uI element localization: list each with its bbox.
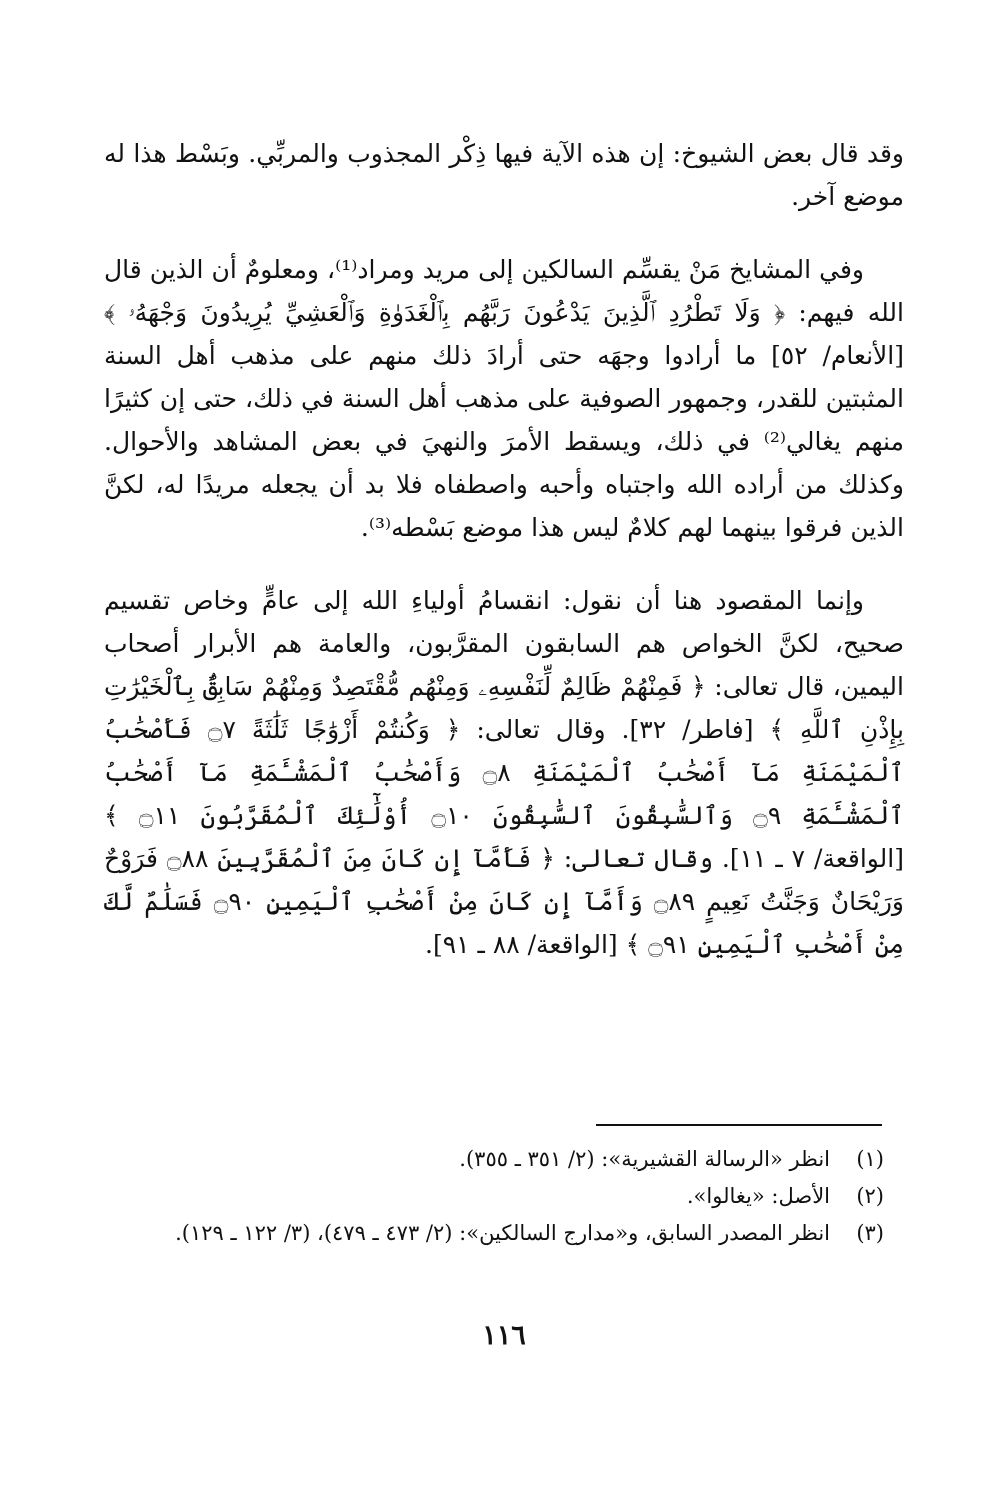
footnote-text: انظر «الرسالة القشيرية»: (٢/ ٣٥١ ـ ٣٥٥). (459, 1147, 830, 1171)
footnote-1 (104, 1142, 884, 1176)
footnotes (104, 1142, 884, 1253)
footnote-number: (١) (856, 1147, 884, 1171)
paragraph-2: وفي المشايخ مَنْ يقسِّم السالكين إلى مريد ومراد⁽¹⁾، ومعلومٌ أن الذين قال الله فيهم: ﴿ وَلَا تَطْرُدِ ٱلَّذِينَ يَدْعُونَ رَبَّهُم بِٱلْغَدَوٰةِ وَٱلْعَشِيِّ يُرِيدُونَ وَجْهَهُۥ ﴾ [الأنعام/ ٥٢] ما أرادوا وجهَه حتى أرادَ ذلك منهم على مذهب أهل السنة المثبتين للقدر، وجمهور الصوفية على مذهب أهل السنة في ذلك، حتى إن كثيرًا منهم يغالي⁽²⁾ في ذلك، ويسقط الأمرَ والنهيَ في بعض المشاهد والأحوال. وكذلك من أراده الله واجتباه وأحبه واصطفاه فلا بد أن يجعله مريدًا له، لكنَّ الذين فرقوا بينهما لهم كلامٌ ليس هذا موضع بَسْطه⁽³⁾. (104, 255, 904, 542)
paragraph-1: وقد قال بعض الشيوخ: إن هذه الآية فيها ذِكْر المجذوب والمربِّي. وبَسْط هذا له موضع آخر. (104, 139, 904, 211)
footnote-2 (104, 1179, 884, 1213)
footnote-number: (٣) (856, 1221, 884, 1245)
paragraph-3: وإنما المقصود هنا أن نقول: انقسامُ أولياءِ الله إلى عامٍّ وخاص تقسيم صحيح، لكنَّ الخواص هم السابقون المقرَّبون، والعامة هم الأبرار أصحاب اليمين، قال تعالى: ﴿ فَمِنْهُمْ ظَالِمٌ لِّنَفْسِهِۦ وَمِنْهُم مُّقْتَصِدٌ وَمِنْهُمْ سَابِقٌۢ بِٱلْخَيْرَٰتِ بِإِذْنِ ٱللَّهِ ﴾ [فاطر/ ٣٢]. وقال تعالى: ﴿ وَكُنتُمْ أَزْوَٰجًا ثَلَٰثَةً ۝٧ فَأَصْحَٰبُ ٱلْمَيْمَنَةِ مَآ أَصْحَٰبُ ٱلْمَيْمَنَةِ ۝٨ وَأَصْحَٰبُ ٱلْمَشْـَٔمَةِ مَآ أَصْحَٰبُ ٱلْمَشْـَٔمَةِ ۝٩ وَٱلسَّٰبِقُونَ ٱلسَّٰبِقُونَ ۝١٠ أُوْلَٰٓئِكَ ٱلْمُقَرَّبُونَ ۝١١ ﴾ [الواقعة/ ٧ ـ ١١]. وقال تعالى: ﴿ فَأَمَّآ إِن كَانَ مِنَ ٱلْمُقَرَّبِينَ ۝٨٨ فَرَوْحٌ وَرَيْحَانٌ وَجَنَّتُ نَعِيمٍ ۝٨٩ وَأَمَّآ إِن كَانَ مِنْ أَصْحَٰبِ ٱلْيَمِينِ ۝٩٠ فَسَلَٰمٌ لَّكَ مِنْ أَصْحَٰبِ ٱلْيَمِينِ ۝٩١ ﴾ [الواقعة/ ٨٨ ـ ٩١]. (104, 586, 905, 959)
footnote-text: انظر المصدر السابق، و«مدارج السالكين»: (٢/ ٤٧٣ ـ ٤٧٩)، (٣/ ١٢٢ ـ ١٢٩). (175, 1221, 830, 1245)
page-number: ١١٦ (482, 1320, 526, 1351)
footnote-number: (٢) (856, 1184, 884, 1208)
footnote-text: الأصل: «يغالوا». (686, 1184, 830, 1208)
footnote-separator (596, 1124, 882, 1126)
footnote-3 (104, 1216, 884, 1250)
main-text (104, 132, 904, 996)
